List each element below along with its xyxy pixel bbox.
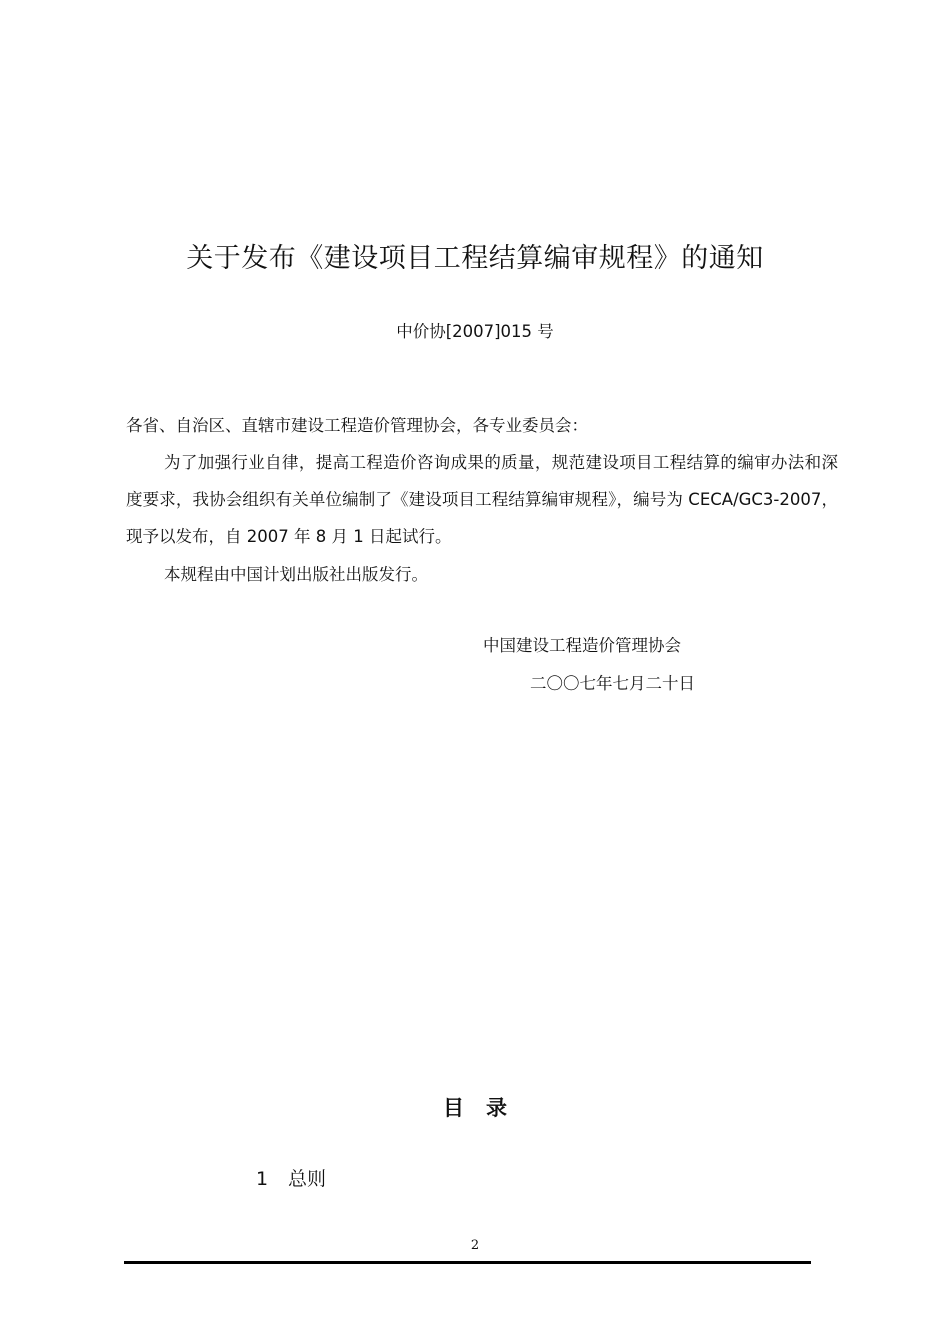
body-paragraph-2: 本规程由中国计划出版社出版发行。 <box>164 565 428 584</box>
issuer-signature: 中国建设工程造价管理协会 <box>483 636 681 655</box>
notice-title: 关于发布《建设项目工程结算编审规程》的通知 <box>186 243 764 274</box>
toc-item-number: 1 <box>256 1168 269 1190</box>
document-number: 中价协[2007]015 号 <box>396 322 554 341</box>
body-paragraph-1: 为了加强行业自律，提高工程造价咨询成果的质量，规范建设项目工程结算的编审办法和深度要求，我协会组织有关单位编制了《建设项目工程结算编审规程》，编号为 CECA/GC3-2007，现予以发布，自 2007 年 8 月 1 日起试行。 <box>126 453 838 546</box>
toc-item-label: 总则 <box>288 1168 327 1190</box>
page-number: 2 <box>470 1238 480 1253</box>
toc-heading: 目录 <box>443 1096 529 1120</box>
toc-item[interactable] <box>256 1164 326 1191</box>
salutation: 各省、自治区、直辖市建设工程造价管理协会，各专业委员会： <box>126 416 588 435</box>
issue-date: 二〇〇七年七月二十日 <box>530 674 695 693</box>
footer-divider <box>124 1261 811 1264</box>
